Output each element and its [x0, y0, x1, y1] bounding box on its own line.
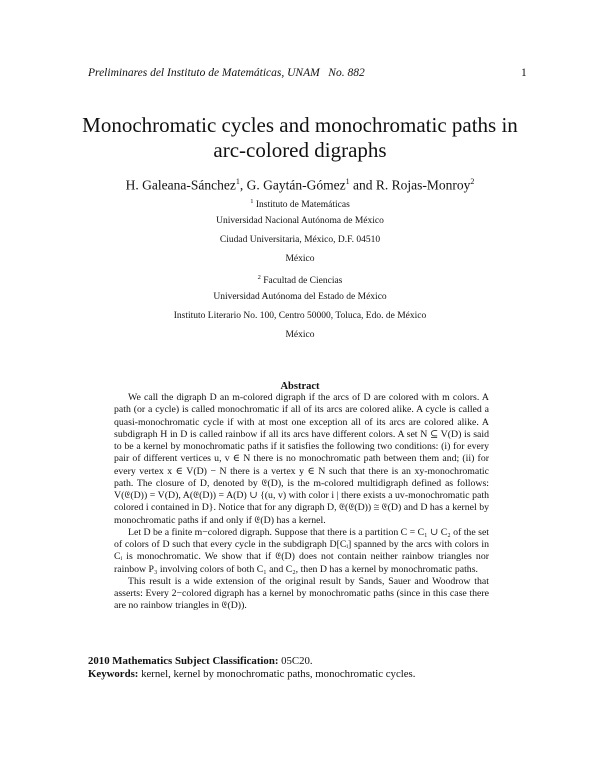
keywords-value: kernel, kernel by monochromatic paths, monochromatic cycles.	[141, 668, 416, 680]
affiliation-2-line-3: Instituto Literario No. 100, Centro 50000, Toluca, Edo. de México	[173, 311, 427, 321]
page-number: 1	[521, 67, 527, 79]
series-name: Preliminares del Instituto de Matemáticas, UNAM	[88, 67, 320, 79]
affiliation-2-line-2: Universidad Autónoma del Estado de México	[213, 292, 387, 302]
title-line-2: arc-colored digraphs	[213, 138, 387, 162]
author-2: G. Gaytán-Gómez	[246, 177, 346, 193]
title-line-1: Monochromatic cycles and monochromatic paths in	[82, 113, 518, 137]
abstract-body	[114, 392, 489, 613]
abstract-paragraph-3: This result is a wide extension of the original result by Sands, Sauer and Woodrow that asserts: Every 2−colored digraph has a kernel by monochromatic paths (since in this case there are no rainbow triangles in 𝔈(D)).	[114, 575, 489, 612]
abstract-paragraph-2: Let D be a finite m−colored digraph. Suppose that there is a partition C = C₁ ∪ C₂ of the set of colors of D such that every cycle in the subdigraph D[Cᵢ] spanned by the arcs with colors in Cᵢ is monochromatic. We show that if 𝔈(D) does not contain neither rainbow triangles nor rainbow P₃ involving colors of both C₁ and C₂, then D has a kernel by monochromatic paths.	[114, 526, 490, 575]
author-3-mark: 2	[470, 177, 475, 186]
affiliation-1-line-3: Ciudad Universitaria, México, D.F. 04510	[219, 235, 381, 245]
affiliation-1-line-1: $^1$ Instituto de Matemáticas	[250, 198, 350, 211]
author-1: H. Galeana-Sánchez	[125, 177, 236, 193]
affiliation-2-mark: 2	[257, 274, 261, 281]
author-2-mark: 1	[345, 177, 350, 186]
msc-line	[88, 655, 313, 667]
author-3: R. Rojas-Monroy	[375, 177, 471, 193]
abstract-heading: Abstract	[280, 381, 320, 392]
abstract-paragraph-1: We call the digraph D an m-colored digraph if the arcs of D are colored with m colors. A path (or a cycle) is called monochromatic if all of its arcs are colored alike. A cycle is called a quasi-monochromatic cycle if with at most one exception all of its arcs are colored alike. A subdigraph H in D is called rainbow if all its arcs have different colors. A set N ⊆ V(D) is said to be a kernel by monochromatic paths if it satisfies the following two conditions: (i) for every pair of different vertices u, v ∈ N there is no monochromatic path between them and; (ii) for every vertex x ∈ V(D) − N there is a vertex y ∈ N such that there is an xy-monochromatic path. The closure of D, denoted by 𝔈(D), is the m-colored multidigraph defined as follows: V(𝔈(D)) = V(D), A(𝔈(D)) = A(D) ∪ {(u, v) with color i | there exists a uv-monochromatic path colored i contained in D}. Notice that for any digraph D, 𝔈(𝔈(D)) ≅ 𝔈(D) and D has a kernel by monochromatic paths if and only if 𝔈(D) has a kernel.	[114, 392, 489, 526]
author-list: H. Galeana-Sánchez$^1$, G. Gaytán-Gómez$^1$ and R. Rojas-Monroy$^2$	[125, 177, 475, 193]
keywords-label: Keywords:	[88, 668, 139, 680]
affiliation-2-line-4: México	[285, 330, 315, 340]
running-header	[88, 67, 365, 79]
paper-title	[60, 113, 540, 163]
preprint-number: No. 882	[328, 67, 365, 79]
msc-value: 05C20.	[281, 655, 313, 667]
keywords-line	[88, 668, 415, 680]
author-1-mark: 1	[235, 177, 240, 186]
affiliation-2-line-1: $^2$ Facultad de Ciencias	[257, 274, 343, 287]
affiliation-1-line-2: Universidad Nacional Autónoma de México	[216, 216, 384, 226]
msc-label: 2010 Mathematics Subject Classification:	[88, 655, 279, 667]
affiliation-1-line-4: México	[285, 254, 315, 264]
affiliation-1-mark: 1	[250, 198, 254, 205]
